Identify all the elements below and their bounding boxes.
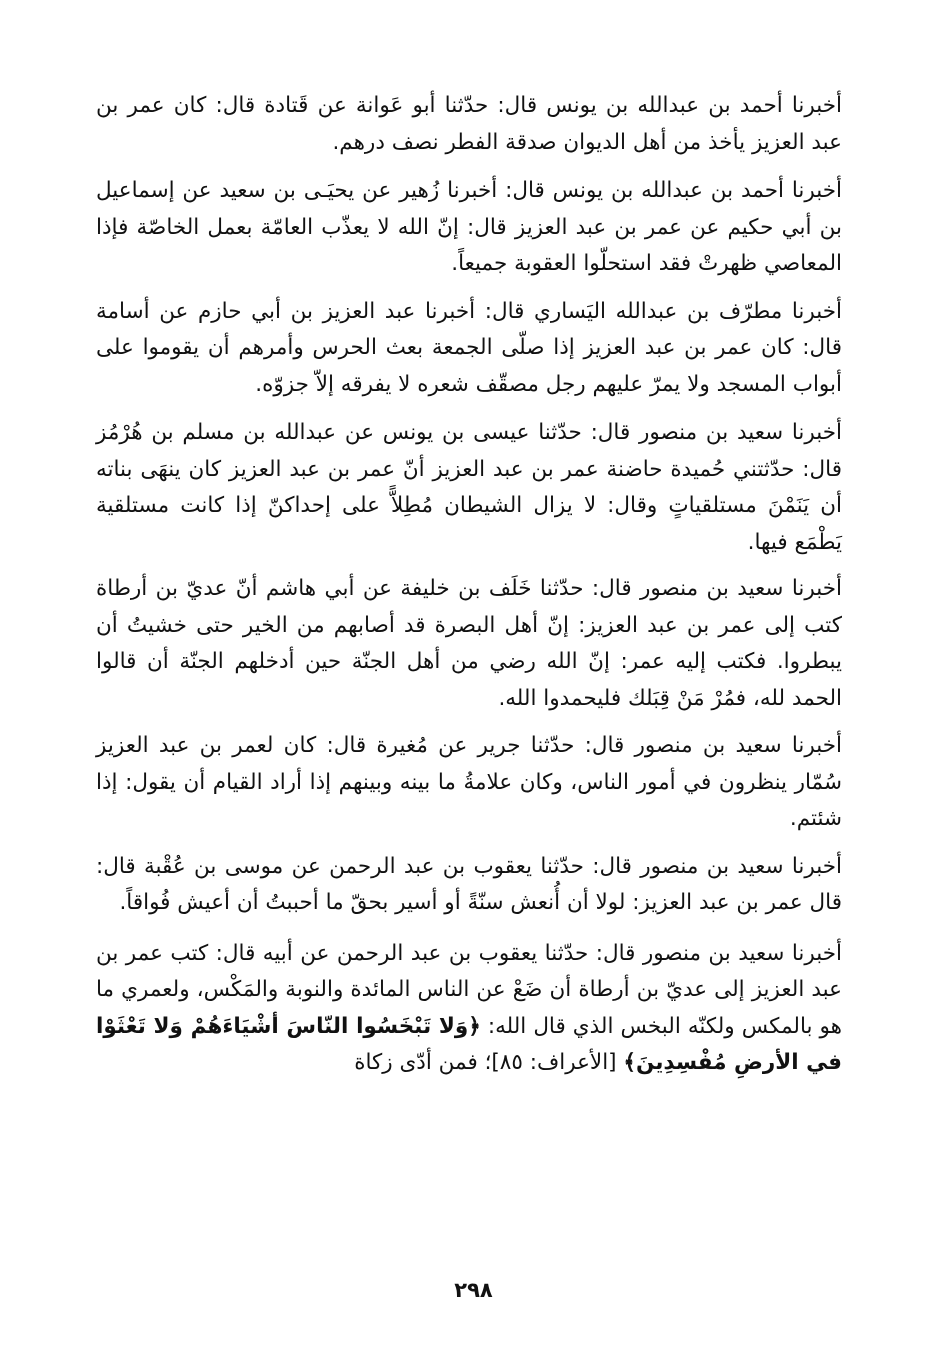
paragraph-1: أخبرنا أحمد بن عبدالله بن يونس قال: حدّثنا أبو عَوانة عن قَتادة قال: كان عمر بن عبد العزيز يأخذ من أهل الديوان صدقة الفطر نصف درهم. <box>96 93 842 155</box>
paragraph-8 <box>96 936 842 1082</box>
paragraph-3: أخبرنا مطرّف بن عبدالله اليَساري قال: أخبرنا عبد العزيز بن أبي حازم عن أسامة قال: كان عمر بن عبد العزيز إذا صلّى الجمعة بعث الحرس وأمرهم أن يقوموا على أبواب المسجد ولا يمرّ عليهم رجل مصقّف شعره لا يفرقه إلاّ جزوّه. <box>96 298 842 397</box>
paragraph-6: أخبرنا سعيد بن منصور قال: حدّثنا جرير عن مُغيرة قال: كان لعمر بن عبد العزيز سُمّار ينظرون في أمور الناس، وكان علامةُ ما بينه وبينهم إذا أراد القيام أن يقول: إذا شئتم. <box>96 733 842 831</box>
paragraph-8-text-after: [الأعراف: ٨٥]؛ فمن أدّى زكاة <box>354 1050 624 1075</box>
paragraph-2: أخبرنا أحمد بن عبدالله بن يونس قال: أخبرنا زُهير عن يحيَـى بن سعيد عن إسماعيل بن أبي حكيم عن عمر بن عبد العزيز قال: إنّ الله لا يعذّب العامّة بعمل الخاصّة فإذا المعاصي ظهرتْ فقد استحلّوا العقوبة جميعاً. <box>96 178 842 276</box>
page-body <box>96 88 842 1093</box>
paragraph-4: أخبرنا سعيد بن منصور قال: حدّثنا عيسى بن يونس عن عبدالله بن مسلم بن هُرْمُز قال: حدّثتني حُميدة حاضنة عمر بن عبد العزيز أنّ عمر بن عبد العزيز كان ينهَى بناته أن يَنَمْنَ مستلقياتٍ وقال: لا يزال الشيطان مُطِلاًّ على إحداكنّ إذا كانت مستلقية يَطْمَع فيها. <box>96 420 842 555</box>
paragraph-8-text-before: أخبرنا سعيد بن منصور قال: حدّثنا يعقوب بن عبد الرحمن عن أبيه قال: كتب عمر بن عبد العزيز إلى عديّ بن أرطاة أن ضَعْ عن الناس المائدة والنوبة والمَكْس، ولعمري ما هو بالمكس ولكنّه البخس الذي قال الله: <box>96 940 842 1039</box>
paragraph-7: أخبرنا سعيد بن منصور قال: حدّثنا يعقوب بن عبد الرحمن عن موسى بن عُقْبة قال: قال عمر بن عبد العزيز: لولا أن أُنعش سنّةً أو أسير بحقّ ما أحببتُ أن أعيش فُواقاً. <box>96 853 842 915</box>
page-number: ٢٩٨ <box>454 1278 493 1302</box>
quran-verse: ﴿وَلا تَبْخَسُوا النّاسَ أشْيَاءَهُمْ وَلا تَعْثَوْا في الأرضِ مُفْسِدِينَ﴾ <box>96 1013 842 1075</box>
paragraph-5: أخبرنا سعيد بن منصور قال: حدّثنا خَلَف بن خليفة عن أبي هاشم أنّ عديّ بن أرطاة كتب إلى عمر بن عبد العزيز: إنّ أهل البصرة قد أصابهم من الخير حتى خشيتُ أن يبطروا. فكتب إليه عمر: إنّ الله رضي من أهل الجنّة حين أدخلهم الجنّة أن قالوا الحمد لله، فمُرْ مَنْ قِبَلك فليحمدوا الله. <box>96 576 842 711</box>
